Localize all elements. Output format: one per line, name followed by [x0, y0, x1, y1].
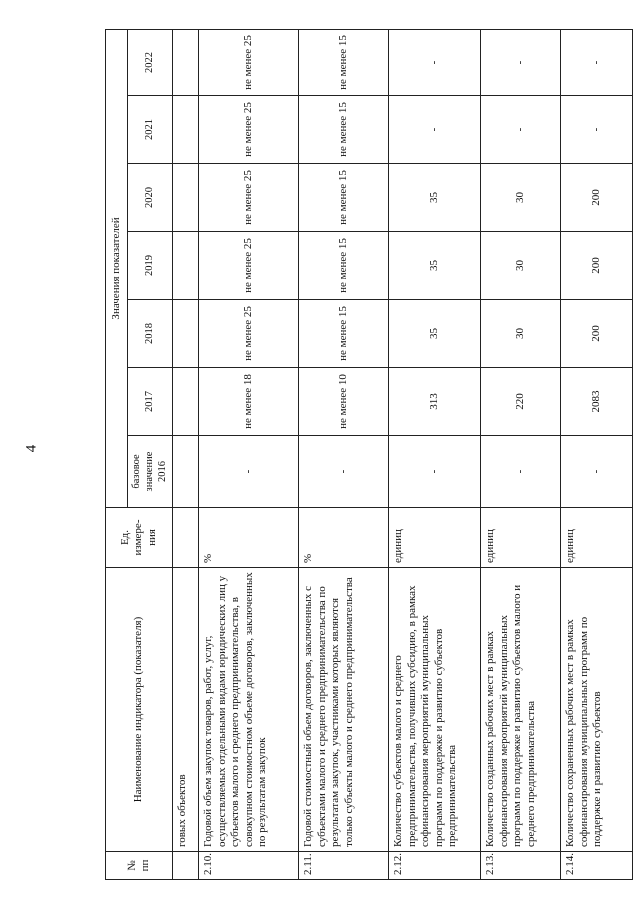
indicator-name: говых объектов — [173, 568, 199, 852]
unit-cell — [173, 508, 199, 568]
header-name: Наименование индикатора (показателя) — [106, 568, 173, 852]
value-cell: - — [389, 436, 481, 508]
value-cell: 200 — [561, 164, 633, 232]
value-cell: 220 — [481, 368, 561, 436]
value-cell: не менее 25 — [199, 300, 299, 368]
value-cell — [173, 29, 199, 95]
value-cell — [173, 164, 199, 232]
indicator-name: Количество субъектов малого и среднего предпринимательства, получивших субсидию, в рамках софинансирования мероприятий муниципальных программ по поддержке и развитию субъектов предпринимательства — [389, 568, 481, 852]
indicator-name: Годовой стоимостный объем договоров, заключенных с субъектами малого и среднего предпринимательства по результатам закупок, участниками которых являются только субъекты малого и среднего предпринимательства — [299, 568, 389, 852]
value-cell: - — [481, 29, 561, 95]
value-cell: не менее 25 — [199, 29, 299, 95]
unit-cell: единиц — [561, 508, 633, 568]
row-number: 2.10. — [199, 852, 299, 880]
value-cell: не менее 15 — [299, 29, 389, 95]
indicator-name: Годовой объем закупок товаров, работ, услуг, осуществляемых отдельными видами юридических лиц у субъектов малого и среднего предпринимательства, в совокупном стоимостном объеме договоров, заключенных по результатам закупок — [199, 568, 299, 852]
value-cell: 30 — [481, 164, 561, 232]
row-number: 2.11. — [299, 852, 389, 880]
header-number: № пп — [106, 852, 173, 880]
value-cell — [173, 300, 199, 368]
value-cell: - — [561, 436, 633, 508]
value-cell: не менее 10 — [299, 368, 389, 436]
value-cell: не менее 15 — [299, 300, 389, 368]
header-year-2021: 2021 — [128, 96, 173, 164]
value-cell: 313 — [389, 368, 481, 436]
value-cell — [173, 436, 199, 508]
indicator-name: Количество сохраненных рабочих мест в рамках софинансирования муниципальных программ по поддержке и развитию субъектов — [561, 568, 633, 852]
header-year-2017: 2017 — [128, 368, 173, 436]
value-cell: не менее 25 — [199, 164, 299, 232]
unit-cell: % — [299, 508, 389, 568]
value-cell: не менее 15 — [299, 164, 389, 232]
value-cell: 35 — [389, 232, 481, 300]
value-cell: 200 — [561, 232, 633, 300]
value-cell: не менее 25 — [199, 232, 299, 300]
value-cell: - — [299, 436, 389, 508]
value-cell: не менее 15 — [299, 232, 389, 300]
value-cell: 35 — [389, 164, 481, 232]
value-cell: 2083 — [561, 368, 633, 436]
value-cell: - — [561, 29, 633, 95]
value-cell: 30 — [481, 232, 561, 300]
value-cell: 30 — [481, 300, 561, 368]
value-cell — [173, 232, 199, 300]
indicator-name: Количество созданных рабочих мест в рамках софинансирования мероприятий муниципальных программ по поддержке и развитию субъектов малого и среднего предпринимательства — [481, 568, 561, 852]
header-values: Значения показателей — [106, 29, 128, 507]
value-cell: не менее 18 — [199, 368, 299, 436]
row-number: 2.12. — [389, 852, 481, 880]
table-row — [199, 29, 299, 879]
value-cell: 200 — [561, 300, 633, 368]
row-number — [173, 852, 199, 880]
header-year-2022: 2022 — [128, 29, 173, 95]
value-cell: - — [389, 96, 481, 164]
header-year-2020: 2020 — [128, 164, 173, 232]
page-number: 4 — [23, 444, 40, 452]
table-row — [561, 29, 633, 879]
value-cell: не менее 25 — [199, 96, 299, 164]
table-row — [173, 29, 199, 879]
unit-cell: единиц — [389, 508, 481, 568]
header-year-2018: 2018 — [128, 300, 173, 368]
value-cell: - — [389, 29, 481, 95]
value-cell: - — [481, 436, 561, 508]
unit-cell: % — [199, 508, 299, 568]
value-cell: 35 — [389, 300, 481, 368]
header-year-2019: 2019 — [128, 232, 173, 300]
value-cell — [173, 368, 199, 436]
value-cell: - — [199, 436, 299, 508]
row-number: 2.13. — [481, 852, 561, 880]
indicator-table — [105, 29, 633, 880]
table-row — [389, 29, 481, 879]
unit-cell: единиц — [481, 508, 561, 568]
value-cell: не менее 15 — [299, 96, 389, 164]
table-row — [299, 29, 389, 879]
value-cell — [173, 96, 199, 164]
indicator-table-rotated — [105, 30, 620, 880]
row-number: 2.14. — [561, 852, 633, 880]
value-cell: - — [481, 96, 561, 164]
header-year-2016: базовое значение 2016 — [128, 436, 173, 508]
value-cell: - — [561, 96, 633, 164]
table-row — [481, 29, 561, 879]
header-unit: Ед. измере-ния — [106, 508, 173, 568]
header-row-1 — [106, 29, 128, 879]
